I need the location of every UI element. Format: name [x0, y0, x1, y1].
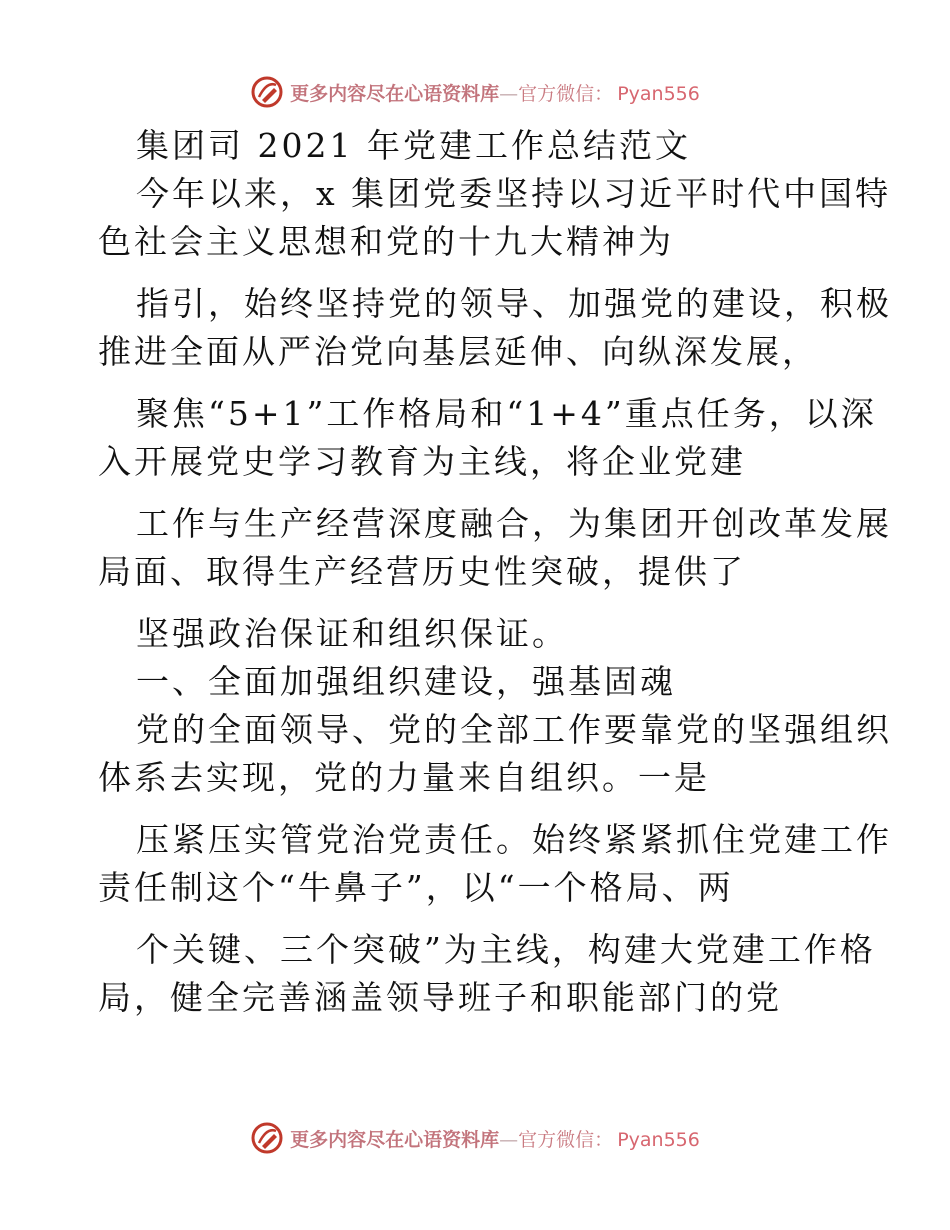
paragraph-line: 工作与生产经营深度融合，为集团开创改革发展: [136, 504, 892, 543]
watermark-main: 更多内容尽在心语资料库: [290, 1128, 500, 1151]
paragraph-line: 今年以来，x 集团党委坚持以习近平时代中国特: [136, 174, 892, 213]
watermark-text: [290, 79, 700, 106]
paragraph-line: 局，健全完善涵盖领导班子和职能部门的党: [98, 978, 782, 1017]
watermark-banner-top: [0, 72, 950, 112]
brand-logo-icon: [250, 75, 284, 109]
paragraph-line: 压紧压实管党治党责任。始终紧紧抓住党建工作: [136, 820, 892, 859]
watermark-text: [290, 1125, 700, 1152]
watermark-main: 更多内容尽在心语资料库: [290, 82, 500, 105]
watermark-wechat-label: 官方微信：: [518, 1128, 614, 1151]
watermark-wechat-label: 官方微信：: [518, 82, 614, 105]
section-heading: 一、全面加强组织建设，强基固魂: [136, 662, 676, 701]
document-title: 集团司 2021 年党建工作总结范文: [136, 126, 691, 165]
paragraph-line: 体系去实现，党的力量来自组织。一是: [98, 758, 710, 797]
paragraph-line: 聚焦“5+1”工作格局和“1+4”重点任务，以深: [136, 394, 877, 433]
paragraph-line: 责任制这个“牛鼻子”，以“一个格局、两: [98, 868, 734, 907]
brand-logo-icon: [250, 1121, 284, 1155]
document-body: [98, 122, 892, 1022]
paragraph-line: 个关键、三个突破”为主线，构建大党建工作格: [136, 930, 876, 969]
watermark-dash: —: [499, 82, 519, 105]
watermark-wechat-id: Pyan556: [617, 82, 700, 105]
paragraph-line: 局面、取得生产经营历史性突破，提供了: [98, 552, 746, 591]
paragraph-line: 推进全面从严治党向基层延伸、向纵深发展，: [98, 332, 818, 371]
watermark-wechat-id: Pyan556: [617, 1128, 700, 1151]
paragraph-line: 坚强政治保证和组织保证。: [136, 614, 568, 653]
paragraph-line: 党的全面领导、党的全部工作要靠党的坚强组织: [136, 710, 892, 749]
watermark-banner-bottom: [0, 1118, 950, 1158]
paragraph-line: 色社会主义思想和党的十九大精神为: [98, 222, 674, 261]
paragraph-line: 入开展党史学习教育为主线，将企业党建: [98, 442, 746, 481]
watermark-dash: —: [499, 1128, 519, 1151]
paragraph-line: 指引，始终坚持党的领导、加强党的建设，积极: [136, 284, 892, 323]
